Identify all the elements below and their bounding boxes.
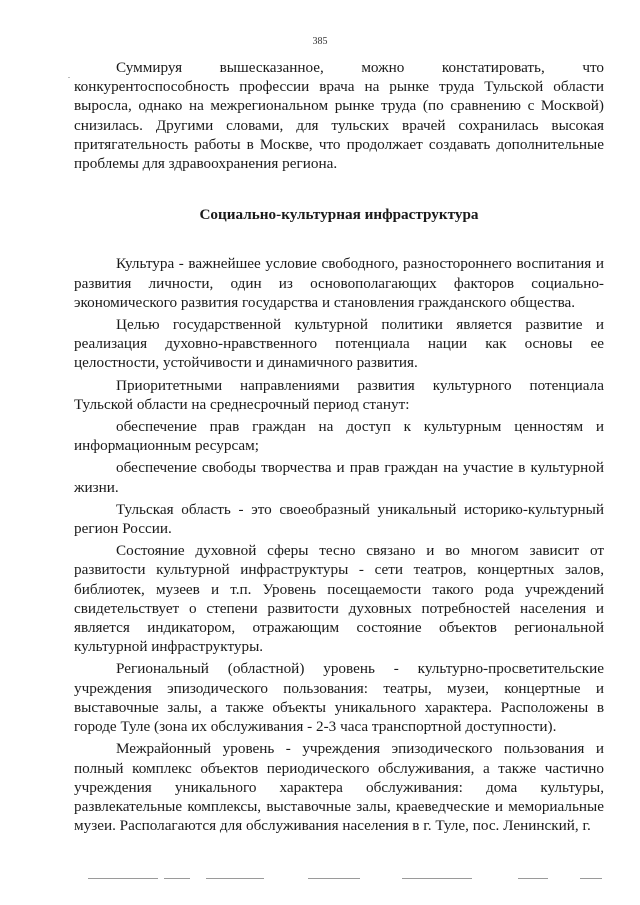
section-heading: Социально-культурная инфраструктура (199, 206, 479, 224)
paragraph: Целью государственной культурной политики является развитие и реализация духовно-нравственного потенциала нации как основы ее целостности, устойчивости и динамичного развития. (74, 316, 604, 372)
paragraph: Тульская область - это своеобразный уникальный историко-культурный регион России. (74, 500, 604, 538)
paragraph: Приоритетными направлениями развития культурного потенциала Тульской области на среднесрочный период станут: (74, 376, 604, 413)
paragraph: Состояние духовной сферы тесно связано и во многом зависит от развитости культурной инфраструктуры - сети театров, концертных залов, библиотек, музеев и т.п. Уровень посещаемости такого рода учреждений свидетельствует о степени развитости духовных потребностей населения и является индикатором, отражающим состояние объектов региональной культурной инфраструктуры. (74, 542, 604, 656)
paragraph: обеспечение свободы творчества и прав граждан на участие в культурной жизни. (74, 459, 604, 496)
scan-speck (68, 77, 70, 78)
document-body (74, 58, 604, 835)
paragraph: обеспечение прав граждан на доступ к культурным ценностям и информационным ресурсам; (74, 418, 604, 455)
scan-artifacts (40, 878, 610, 884)
paragraph-summary: Суммируя вышесказанное, можно констатировать, что конкурентоспособность профессии врача на рынке труда Тульской области выросла, однако на межрегиональном рынке труда (по сравнению с Москвой) снизилась. Другими словами, для тульских врачей сохранилась высокая притягательность работы в Москве, что продолжает создавать дополнительные проблемы для здравоохранения региона. (74, 59, 604, 173)
paragraph: Межрайонный уровень - учреждения эпизодического пользования и полный комплекс объектов периодического обслуживания, а также частично учреждения уникального характера обслуживания: дома культуры, развлекательные комплексы, выставочные залы, краеведческие и мемориальные музеи. Располагаются для обслуживания населения в г. Туле, пос. Ленинский, г. (74, 740, 604, 835)
paragraph: Культура - важнейшее условие свободного, разностороннего воспитания и развития личности, один из основополагающих факторов социально-экономического развития государства и становления гражданского общества. (74, 255, 604, 311)
page-number: 385 (312, 36, 328, 47)
paragraph: Региональный (областной) уровень - культурно-просветительские учреждения эпизодического пользования: театры, музеи, концертные и выставочные залы, а также объекты уникального характера. Расположены в городе Туле (зона их обслуживания - 2-3 часа транспортной доступности). (74, 660, 604, 736)
